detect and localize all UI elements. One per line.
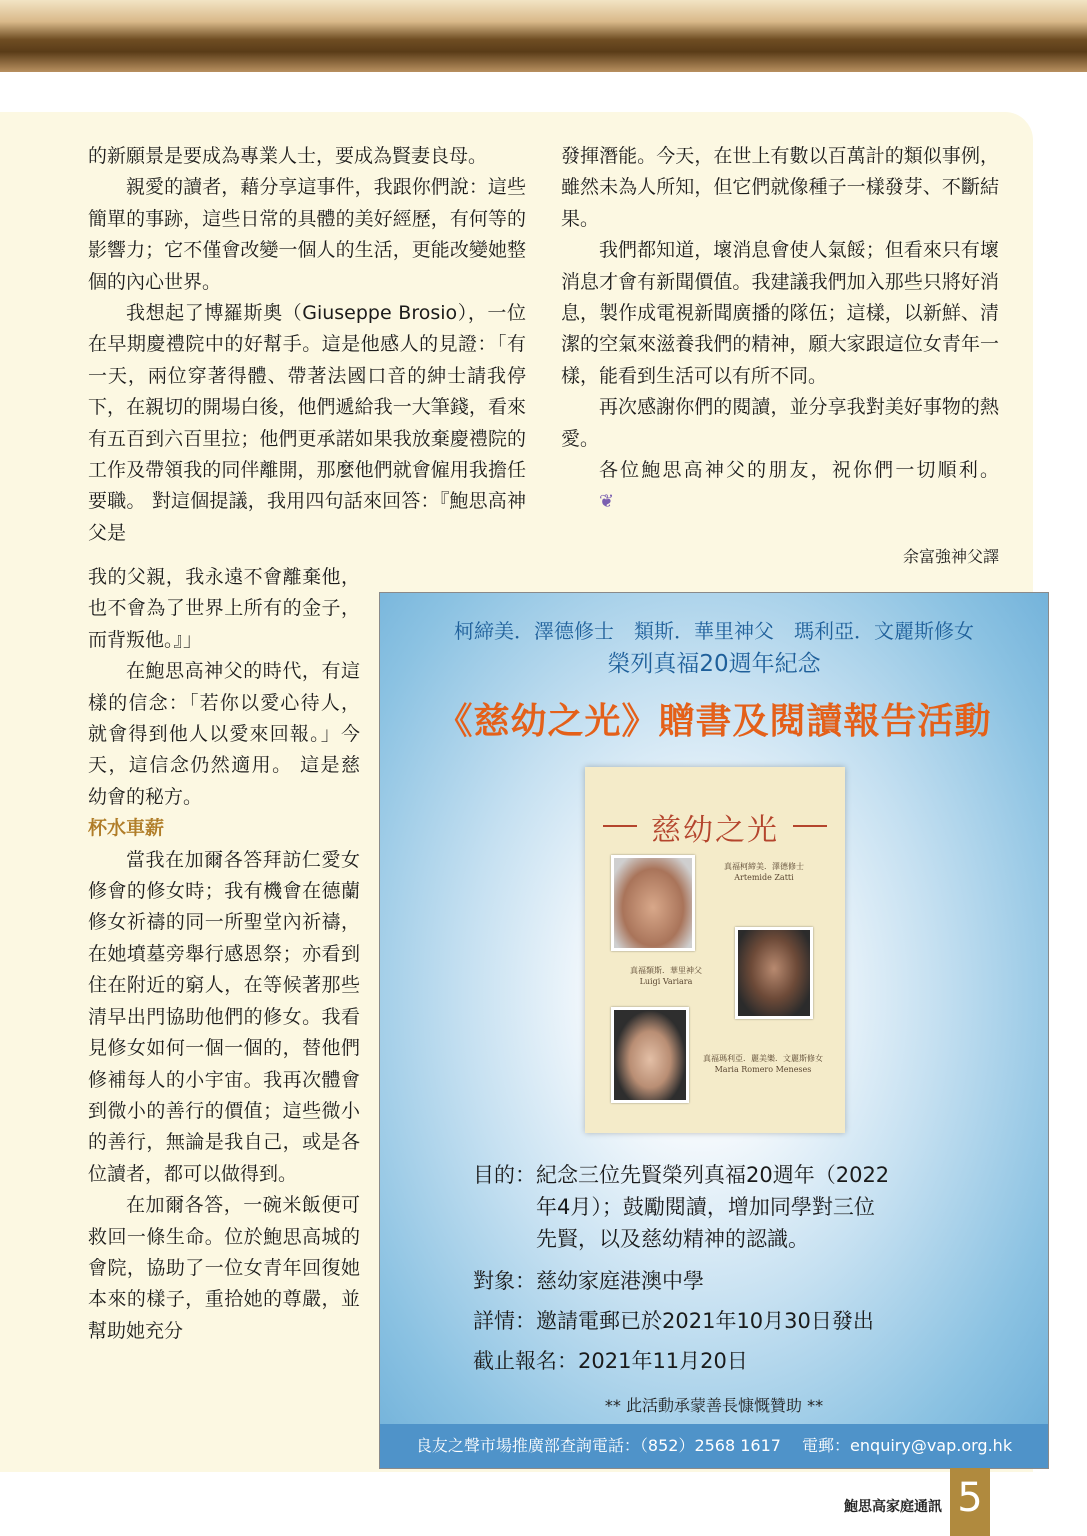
details-label: 詳情： xyxy=(473,1309,536,1333)
page-number: 5 xyxy=(950,1468,990,1536)
portrait-zatti xyxy=(611,855,695,951)
target-row xyxy=(473,1265,704,1297)
paragraph: 我的父親，我永遠不會離棄他，也不會為了世界上所有的金子，而背叛他。』」 xyxy=(88,566,360,651)
paragraph: 再次感謝你們的閱讀，並分享我對美好事物的熱愛。 xyxy=(561,396,999,450)
deadline-value: 2021年11月20日 xyxy=(578,1349,748,1373)
closing-text: 各位鮑思高神父的朋友，祝你們一切順利。 xyxy=(599,459,999,482)
left-column xyxy=(88,141,526,549)
book-caption xyxy=(689,861,839,883)
caption-latin: Maria Romero Meneses xyxy=(714,1065,812,1074)
heart-icon: ❦ xyxy=(599,491,615,513)
section-subheading: 杯水車薪 xyxy=(88,817,165,840)
paragraph: 發揮潛能。今天，在世上有數以百萬計的類似事例，雖然未為人所知，但它們就像種子一樣發芽、不斷結果。 xyxy=(561,145,999,230)
purpose-label: 目的： xyxy=(473,1163,536,1187)
caption-latin: Luigi Variara xyxy=(639,977,693,986)
deadline-label: 截止報名： xyxy=(473,1349,578,1373)
paragraph: 當我在加爾各答拜訪仁愛女修會的修女時；我有機會在德蘭修女祈禱的同一所聖堂內祈禱，在她墳墓旁舉行感恩祭；亦看到住在附近的窮人，在等候著那些清早出門協助他們的修女。我看見修女如何一個一個的，替他們修補每人的小宇宙。我再次體會到微小的善行的價值；這些微小的善行，無論是我自己，或是各位讀者，都可以做得到。 xyxy=(88,848,360,1185)
deadline-row xyxy=(473,1345,748,1377)
purpose-row xyxy=(473,1159,889,1255)
paragraph: 的新願景是要成為專業人士，要成為賢妻良母。 xyxy=(88,145,488,167)
divider xyxy=(793,825,827,827)
sponsor-note: ** 此活動承蒙善長慷慨贊助 ** xyxy=(604,1396,824,1415)
caption-chinese: 真福柯締美．澤德修士 xyxy=(724,862,804,871)
paragraph: 我想起了博羅斯奧（Giuseppe Brosio），一位在早期慶禮院中的好幫手。這是他感人的見證：「有一天，兩位穿著得體、帶著法國口音的紳士請我停下，在親切的開場白後，他們遞給我一大筆錢，看來有五百到六百里拉；他們更承諾如果我放棄慶禮院的工作及帶領我的同伴離開，那麼他們就會僱用我擔任要職。 對這個提議，我用四句話來回答：『鮑思高神父是 xyxy=(88,302,526,544)
purpose-line: 先賢，以及慈幼精神的認識。 xyxy=(536,1227,809,1251)
poster-names: 柯締美．澤德修士 類斯．華里神父 瑪利亞．文麗斯修女 xyxy=(454,619,974,643)
closing-line xyxy=(561,455,999,518)
paragraph: 在鮑思高神父的時代，有這樣的信念：「若你以愛心待人，就會得到他人以愛來回報。」今天，這信念仍然適用。 這是慈幼會的秘方。 xyxy=(88,660,360,808)
translator-credit: 余富強神父譯 xyxy=(902,547,999,566)
event-poster xyxy=(379,592,1049,1469)
purpose-line: 紀念三位先賢榮列真福20週年（2022 xyxy=(536,1163,890,1187)
details-row xyxy=(473,1305,874,1337)
book-caption xyxy=(685,1053,841,1075)
caption-chinese: 真福瑪利亞．麗美樂．文麗斯修女 xyxy=(703,1054,823,1063)
right-column xyxy=(561,141,999,518)
poster-contact-bar: 良友之聲市場推廣部查詢電話：（852）2568 1617 電郵：enquiry@vap.org.hk xyxy=(380,1424,1048,1468)
paragraph: 在加爾各答，一碗米飯便可救回一條生命。位於鮑思高城的會院，協助了一位女青年回復她本來的樣子，重拾她的尊嚴，並幫助她充分 xyxy=(88,1194,360,1342)
target-label: 對象： xyxy=(473,1269,536,1293)
details-value: 邀請電郵已於2021年10月30日發出 xyxy=(536,1309,874,1333)
book-cover xyxy=(585,767,845,1133)
paragraph: 我們都知道，壞消息會使人氣餒；但看來只有壞消息才會有新聞價值。我建議我們加入那些只將好消息，製作成電視新聞廣播的隊伍；這樣，以新鮮、清潔的空氣來滋養我們的精神，願大家跟這位女青年一樣，能看到生活可以有所不同。 xyxy=(561,239,999,387)
poster-anniversary: 榮列真福20週年紀念 xyxy=(607,651,821,677)
book-caption xyxy=(599,965,733,987)
poster-title: 《慈幼之光》贈書及閱讀報告活動 xyxy=(436,701,992,742)
portrait-variara xyxy=(735,927,813,1019)
paragraph: 親愛的讀者，藉分享這事件，我跟你們說：這些簡單的事跡，這些日常的具體的美好經歷，有何等的影響力；它不僅會改變一個人的生活，更能改變她整個的內心世界。 xyxy=(88,176,526,293)
purpose-value xyxy=(536,1159,889,1255)
header-band xyxy=(0,0,1087,72)
portrait-meneses xyxy=(611,1007,689,1103)
caption-chinese: 真福類斯．華里神父 xyxy=(630,966,702,975)
target-value: 慈幼家庭港澳中學 xyxy=(536,1269,704,1293)
purpose-line: 年4月）；鼓勵閱讀，增加同學對三位 xyxy=(536,1195,875,1219)
book-title: 慈幼之光 xyxy=(651,813,779,848)
caption-latin: Artemide Zatti xyxy=(734,873,794,882)
narrow-column xyxy=(88,562,360,1347)
publication-name: 鮑思高家庭通訊 xyxy=(844,1499,942,1515)
